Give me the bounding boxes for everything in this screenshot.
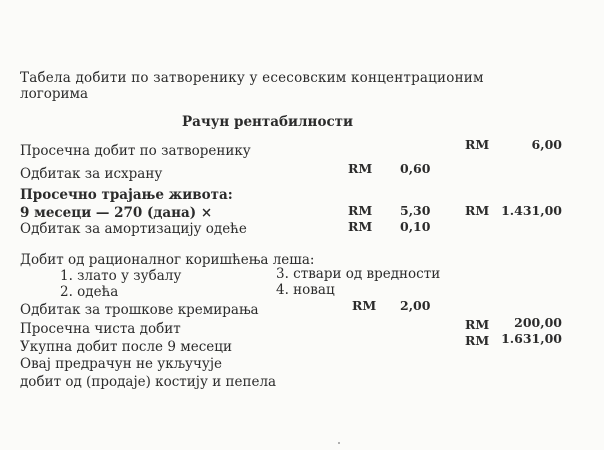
net-profit-currency: RM: [465, 317, 490, 332]
note-line-2: добит од (продаје) костију и пепела: [20, 374, 277, 390]
total-profit-label: Укупна добит после 9 месеци: [20, 339, 232, 355]
corpse-profit-label: Добит од рационалног коришћења леша:: [20, 252, 315, 268]
corpse-item-3: 3. ствари од вредности: [276, 266, 441, 282]
paper-speck: [338, 442, 340, 444]
life-expectancy-total-value: 1.431,00: [501, 203, 562, 218]
subtitle: Рачун рентабилности: [182, 114, 354, 130]
cremation-deduction-currency: RM: [352, 298, 377, 313]
life-expectancy-value: 5,30: [400, 203, 431, 218]
net-profit-value: 200,00: [514, 315, 562, 330]
table-title-line-1: Табела добити по затворенику у есесовским концентрационим: [20, 70, 484, 86]
total-profit-currency: RM: [465, 333, 490, 348]
note-line-1: Овај предрачун не укључује: [20, 356, 223, 372]
food-deduction-currency: RM: [348, 161, 373, 176]
avg-profit-currency: RM: [465, 137, 490, 152]
life-expectancy-heading: Просечно трајање живота:: [20, 187, 233, 203]
table-title-line-2: логорима: [20, 86, 89, 102]
food-deduction-label: Одбитак за исхрану: [20, 166, 163, 182]
avg-profit-value: 6,00: [531, 137, 562, 152]
clothing-deduction-currency: RM: [348, 219, 373, 234]
cremation-deduction-label: Одбитак за трошкове кремирања: [20, 302, 259, 318]
cremation-deduction-value: 2,00: [400, 298, 431, 313]
clothing-deduction-value: 0,10: [400, 219, 431, 234]
clothing-deduction-label: Одбитак за амортизацију одеће: [20, 221, 247, 237]
life-expectancy-detail: 9 месеци — 270 (дана) ×: [20, 205, 213, 221]
avg-profit-label: Просечна добит по затворенику: [20, 143, 251, 159]
food-deduction-value: 0,60: [400, 161, 431, 176]
life-expectancy-currency: RM: [348, 203, 373, 218]
net-profit-label: Просечна чиста добит: [20, 321, 181, 337]
corpse-item-4: 4. новац: [276, 282, 335, 298]
corpse-item-1: 1. злато у зубалу: [60, 268, 182, 284]
corpse-item-2: 2. одећа: [60, 284, 119, 300]
total-profit-value: 1.631,00: [501, 331, 562, 346]
life-expectancy-total-currency: RM: [465, 203, 490, 218]
